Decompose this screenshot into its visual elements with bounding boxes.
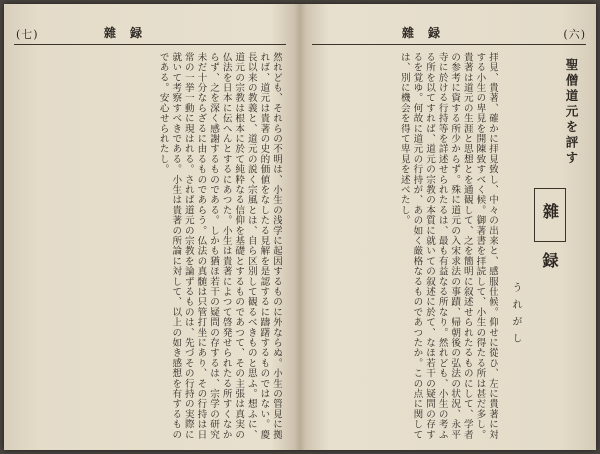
body-paragraph-right: 拝見、貴著、確かに拝見致し、中々の出来と、感服仕候。仰せに從ひ、左に貴著に対する小生の卑見を開陳致すべく候。御著書を拝読して、小生の得たる所は甚だ多し。貴著は道元の生涯と思想とを通観して、之を簡明に叙述せられたるものにして、学者の参考に資する所少からず。殊に道元の入宋求法の事蹟、帰朝後の弘法の状況、永平寺に於ける行持等を詳述せられたるは、最も有益なる所なり。然れども、小生の考ふる所を以てすれば、道元の宗教の本質に就いての叙述に於て、なほ若干の疑問の存するを覚ゆ。何故に道元の行持が、あの如く厳格なるものであつたか。この点に関しては、別に機会を得て卑見を述べたし。 xyxy=(398,52,498,440)
left-page xyxy=(4,4,296,450)
header-rule-left xyxy=(14,44,286,45)
header-rule-right xyxy=(312,44,586,45)
page-number-right: (六) xyxy=(563,28,586,41)
book-spread xyxy=(4,4,596,450)
author-name: うれがし xyxy=(510,282,521,350)
page-number-left: (七) xyxy=(16,28,39,41)
section-label-box: 雜 xyxy=(534,188,566,242)
article-title-block xyxy=(504,52,588,440)
body-text-left xyxy=(20,52,282,440)
running-head-left: 雜録 xyxy=(104,26,157,40)
body-paragraph-left: 然れども、それらの不明は、小生の浅学に起因するものに外ならぬ。小生の管見に拠れば、道元は貴著の史的価値をなしたる見解を是認するに躊躇するものではない。慶長以来の教義と、道元の説く宗風とは、自ら区別して観るべきものと思ふ。想ふに、道元の宗教は根本に於て純粋なる信仰を基礎とするものであつて、その主張は真実の仏法を日本に伝へんとするにあつた。小生は貴著によつて啓発せられたる所すくなからず、之を深く感謝するものである。しかも猶ほ若干の疑問の存するは、宗学の研究未だ十分ならざるに由るものであらう。仏法の真髄は只管打坐にあり、その行持は日常の一挙一動に現はれる。されば道元の宗教を論ずるものは、先づその行持の実際に就いて考察すべきである。小生は貴著の所論に対して、以上の如き感想を有するものである。安心せられたし。 xyxy=(157,52,282,440)
section-label-second: 録 xyxy=(540,252,559,276)
body-text-right xyxy=(312,52,498,440)
article-title: 聖僧道元を評す xyxy=(564,58,579,167)
right-page xyxy=(304,4,596,450)
running-head-right: 雜録 xyxy=(402,26,455,40)
